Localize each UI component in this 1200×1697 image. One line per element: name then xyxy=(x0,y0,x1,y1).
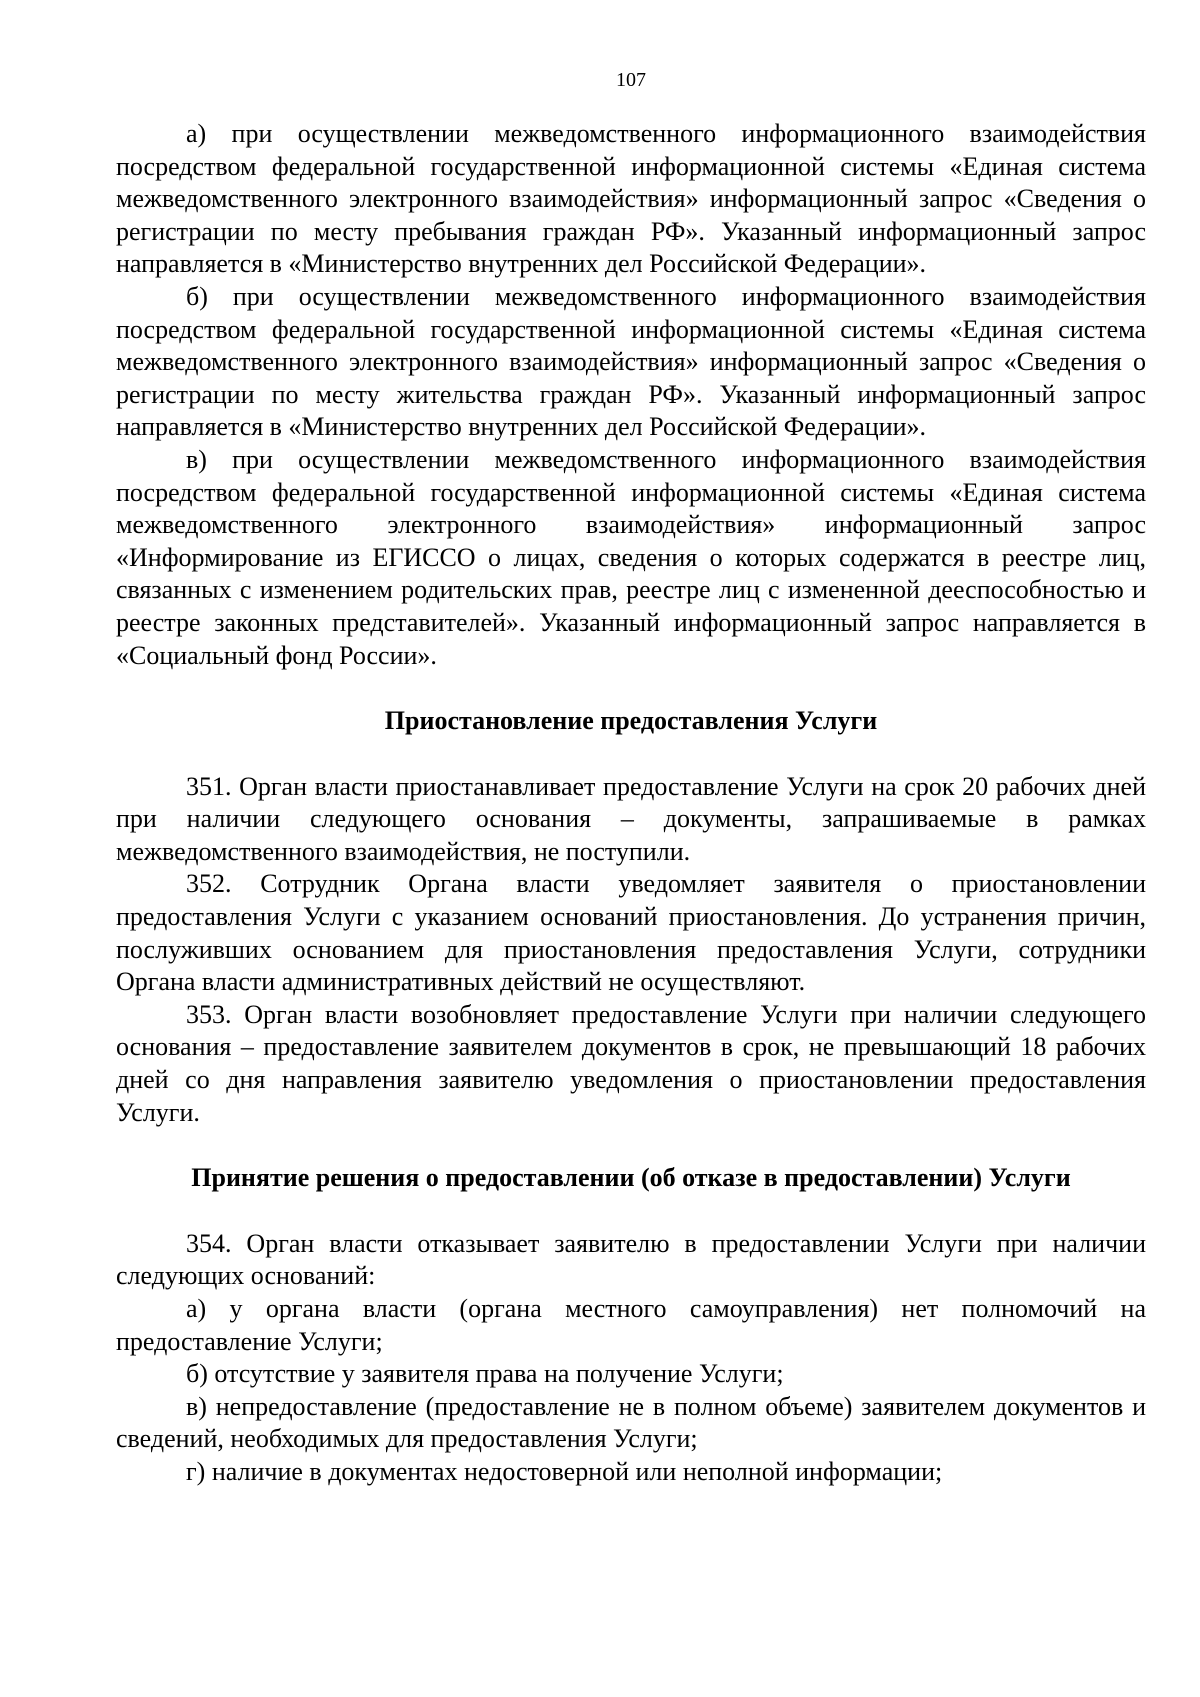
document-body xyxy=(116,118,1146,1489)
paragraph-a-stay-registration: а) при осуществлении межведомственного информационного взаимодействия посредством федеральной государственной информационной системы «Единая система межведомственного электронного взаимодействия» информационный запрос «Сведения о регистрации по месту пребывания граждан РФ». Указанный информационный запрос направляется в «Министерство внутренних дел Российской Федерации». xyxy=(116,119,1146,279)
paragraph-b-residence-registration: б) при осуществлении межведомственного информационного взаимодействия посредством федеральной государственной информационной системы «Единая система межведомственного электронного взаимодействия» информационный запрос «Сведения о регистрации по месту жительства граждан РФ». Указанный информационный запрос направляется в «Министерство внутренних дел Российской Федерации». xyxy=(116,281,1146,442)
page-number: 107 xyxy=(616,69,646,91)
paragraph-354: 354. Орган власти отказывает заявителю в предоставлении Услуги при наличии следующих оснований: xyxy=(116,1228,1146,1291)
paragraph-354-b: б) отсутствие у заявителя права на получение Услуги; xyxy=(186,1359,784,1389)
paragraph-352: 352. Сотрудник Органа власти уведомляет заявителя о приостановлении предоставления Услуги с указанием оснований приостановления. До устранения причин, послуживших основанием для приостановления предоставления Услуги, сотрудники Органа власти административных действий не осуществляют. xyxy=(116,869,1146,997)
heading-decision: Принятие решения о предоставлении (об отказе в предоставлении) Услуги xyxy=(191,1163,1071,1193)
paragraph-353: 353. Орган власти возобновляет предоставление Услуги при наличии следующего основания – предоставление заявителем документов в срок, не превышающий 18 рабочих дней со дня направления заявителю уведомления о приостановлении предоставления Услуги. xyxy=(116,999,1146,1127)
paragraph-v-egisso: в) при осуществлении межведомственного информационного взаимодействия посредством федеральной государственной информационной системы «Единая система межведомственного электронного взаимодействия» информационный запрос «Информирование из ЕГИССО о лицах, сведения о которых содержатся в реестре лиц, связанных с изменением родительских прав, реестре лиц с измененной дееспособностью и реестре законных представителей». Указанный информационный запрос направляется в «Социальный фонд России». xyxy=(116,444,1146,670)
paragraph-354-v: в) непредоставление (предоставление не в полном объеме) заявителем документов и сведений, необходимых для предоставления Услуги; xyxy=(116,1391,1146,1454)
paragraph-354-a: а) у органа власти (органа местного самоуправления) нет полномочий на предоставление Услуги; xyxy=(116,1294,1146,1356)
paragraph-354-g: г) наличие в документах недостоверной или неполной информации; xyxy=(186,1456,943,1486)
heading-suspension: Приостановление предоставления Услуги xyxy=(384,706,878,736)
paragraph-351: 351. Орган власти приостанавливает предоставление Услуги на срок 20 рабочих дней при наличии следующего основания – документы, запрашиваемые в рамках межведомственного взаимодействия, не поступили. xyxy=(116,771,1146,866)
